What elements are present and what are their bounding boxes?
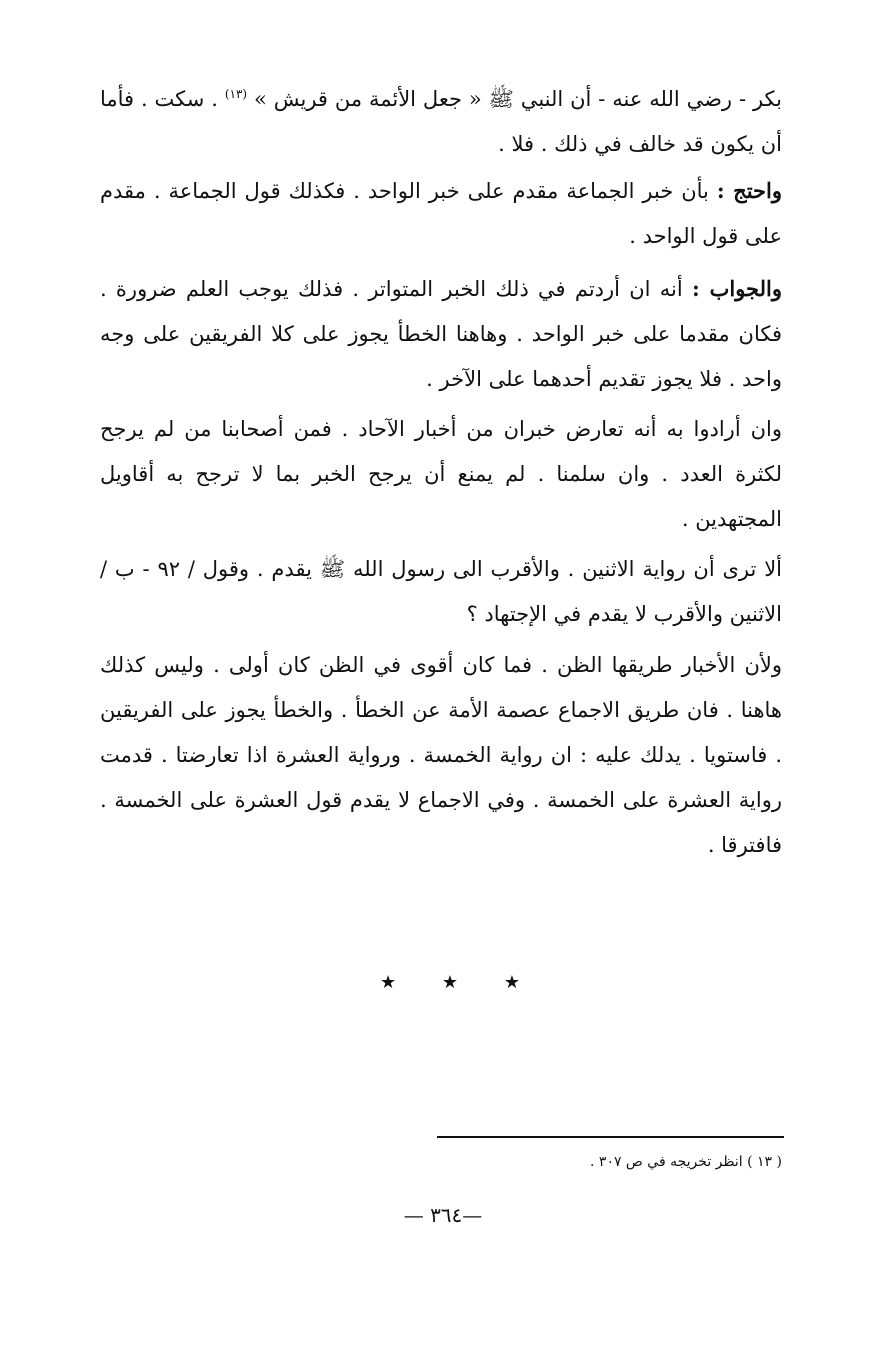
- paragraph-5: [100, 547, 782, 637]
- paragraph-2-lead: واحتج :: [716, 178, 782, 203]
- paragraph-6-text: ولأن الأخبار طريقها الظن . فما كان أقوى في الظن كان أولى . وليس كذلك هاهنا . فان طريق الاجماع عصمة الأمة عن الخطأ . والخطأ يجوز على الفريقين . فاستويا . يدلك عليه : ان رواية الخمسة . ورواية العشرة اذا تعارضتا . قدمت رواية العشرة على الخمسة . وفي الاجماع لا يقدم قول العشرة على الخمسة . فافترقا .: [100, 653, 782, 857]
- paragraph-6: [100, 643, 782, 868]
- footnote-divider: [437, 1136, 784, 1138]
- paragraph-1: [100, 72, 782, 167]
- paragraph-3: [100, 266, 782, 402]
- paragraph-1-tail: . سكت . فأما أن يكون قد خالف في ذلك . فلا .: [100, 87, 782, 156]
- paragraph-5-text: ألا ترى أن رواية الاثنين . والأقرب الى رسول الله ﷺ يقدم . وقول / ٩٢ - ب / الاثنين والأقرب لا يقدم في الإجتهاد ؟: [100, 557, 783, 626]
- star-icon: ★: [380, 972, 397, 993]
- paragraph-3-lead: والجواب :: [691, 276, 782, 301]
- footnote-13: ( ١٣ ) انظر تخريجه في ص ٣٠٧ .: [590, 1154, 782, 1170]
- star-icon: ★: [503, 972, 520, 993]
- paragraph-2: [100, 168, 782, 259]
- footnote-reference-13: (١٣): [224, 87, 248, 101]
- star-icon: ★: [441, 972, 459, 993]
- paragraph-4: [100, 407, 782, 542]
- paragraph-2-text: بأن خبر الجماعة مقدم على خبر الواحد . فكذلك قول الجماعة . مقدم على قول الواحد .: [100, 179, 782, 248]
- section-separator-stars: [380, 972, 520, 1012]
- page-number: —٣٦٤ —: [403, 1203, 483, 1227]
- paragraph-1-text: بكر - رضي الله عنه - أن النبي ﷺ « جعل الأئمة من قريش »: [253, 87, 782, 111]
- paragraph-3-text: أنه ان أردتم في ذلك الخبر المتواتر . فذلك يوجب العلم ضرورة . فكان مقدما على خبر الواحد . وهاهنا الخطأ يجوز على كلا الفريقين على وجه واحد . فلا يجوز تقديم أحدهما على الآخر .: [100, 277, 782, 391]
- paragraph-4-text: وان أرادوا به أنه تعارض خبران من أخبار الآحاد . فمن أصحابنا من لم يرجح لكثرة العدد . وان سلمنا . لم يمنع أن يرجح الخبر بما لا ترجح به أقاويل المجتهدين .: [100, 417, 782, 531]
